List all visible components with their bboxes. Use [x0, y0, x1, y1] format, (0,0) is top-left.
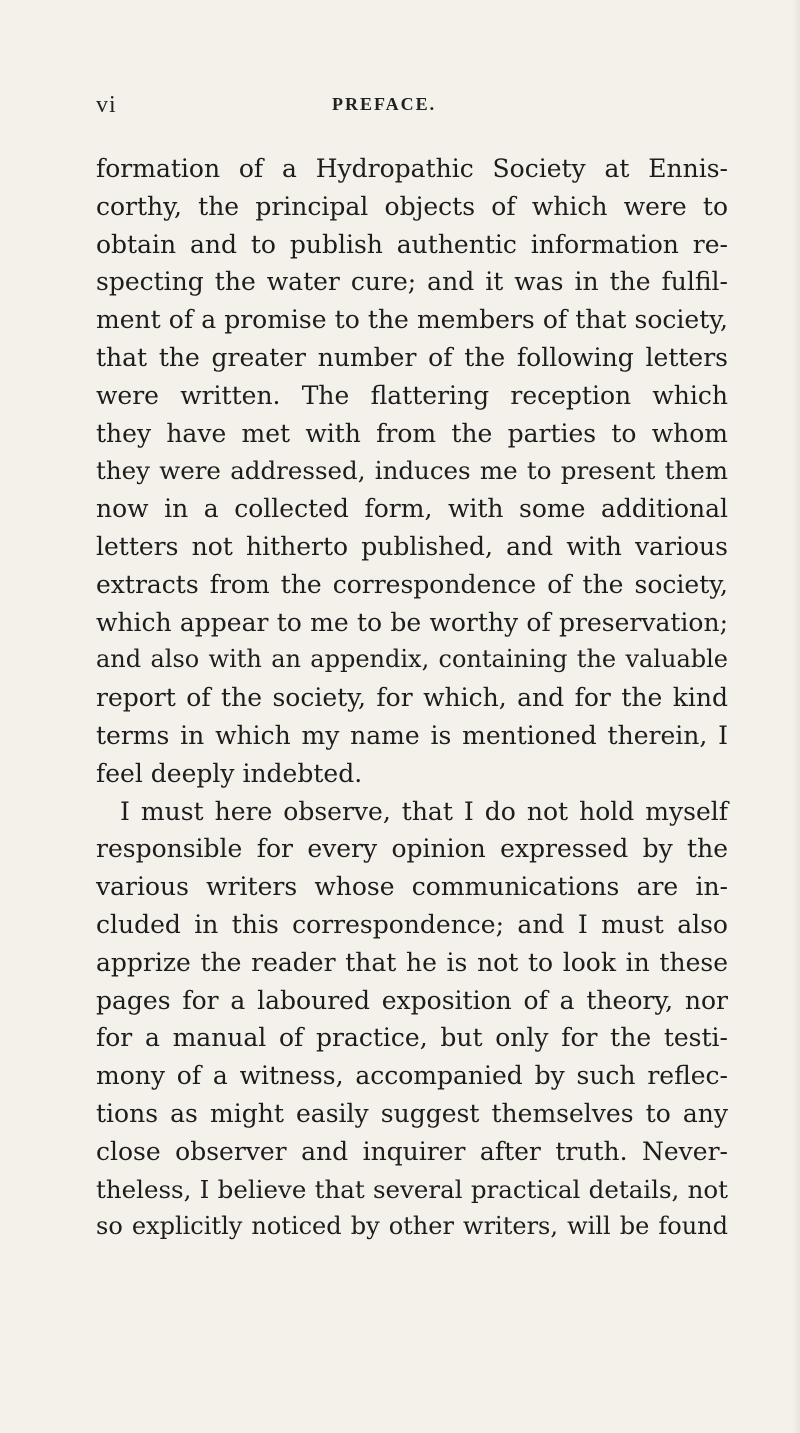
- text-line: for a manual of practice, but only for the testi-: [96, 1023, 728, 1053]
- body-text: [96, 150, 728, 1246]
- text-line-paragraph-end: feel deeply indebted.: [96, 758, 363, 788]
- page-edge-shadow: [792, 0, 800, 1433]
- text-line: that the greater number of the following letters: [96, 342, 728, 372]
- text-line: close observer and inquirer after truth. Never-: [96, 1136, 728, 1166]
- text-line: which appear to me to be worthy of preservation;: [96, 607, 728, 637]
- text-line: extracts from the correspondence of the society,: [96, 569, 728, 599]
- text-line: they were addressed, induces me to present them: [96, 456, 728, 486]
- text-line: pages for a laboured exposition of a theory, nor: [96, 985, 728, 1015]
- text-line: terms in which my name is mentioned therein, I: [96, 720, 728, 750]
- text-line: theless, I believe that several practical details, not: [96, 1174, 728, 1204]
- text-line: obtain and to publish authentic information re-: [96, 229, 728, 259]
- text-line: so explicitly noticed by other writers, will be found: [96, 1212, 728, 1241]
- text-line: report of the society, for which, and for the kind: [96, 683, 728, 713]
- text-line: corthy, the principal objects of which were to: [96, 191, 728, 221]
- text-line: were written. The flattering reception which: [96, 380, 728, 410]
- text-line: responsible for every opinion expressed by the: [96, 834, 728, 864]
- text-line: mony of a witness, accompanied by such reflec-: [96, 1061, 728, 1091]
- text-line-paragraph-start: I must here observe, that I do not hold myself: [120, 796, 728, 826]
- text-line: tions as might easily suggest themselves to any: [96, 1098, 728, 1128]
- text-line: they have met with from the parties to whom: [96, 418, 728, 448]
- running-head: [96, 92, 724, 126]
- text-line: formation of a Hydropathic Society at Ennis-: [96, 154, 728, 183]
- text-line: cluded in this correspondence; and I must also: [96, 909, 728, 939]
- text-line: and also with an appendix, containing the valuable: [96, 645, 728, 674]
- text-line: now in a collected form, with some additional: [96, 494, 728, 524]
- text-line: ment of a promise to the members of that society,: [96, 305, 728, 335]
- text-line: specting the water cure; and it was in the fulfil-: [96, 267, 728, 297]
- page-number: vi: [96, 92, 117, 118]
- text-line: apprize the reader that he is not to look in these: [96, 947, 728, 977]
- text-line: letters not hitherto published, and with various: [96, 531, 728, 561]
- text-line: various writers whose communications are in-: [96, 872, 728, 902]
- running-head-title: PREFACE.: [332, 94, 437, 114]
